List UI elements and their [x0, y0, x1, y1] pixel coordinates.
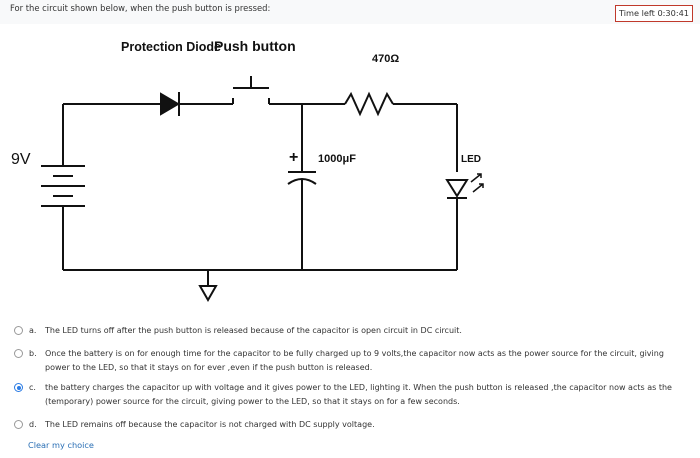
option-text: The LED turns off after the push button is released because of the capacitor is open circuit in DC circuit.	[45, 326, 462, 335]
option-text: the battery charges the capacitor up with voltage and it gives power to the LED, lighting it. When the push button is released ,the capacitor now acts as the (temporary) power source for the circuit, giving power to the LED, so that it stays on for a few seconds.	[45, 383, 672, 406]
option-text: Once the battery is on for enough time for the capacitor to be fully charged up to 9 volts,the capacitor now acts as the power source for the circuit, giving power to the LED, so that it stays on for ever ,even if the push button is released.	[45, 349, 664, 372]
circuit-figure	[11, 24, 488, 309]
push-button-label: Push button	[214, 38, 296, 54]
option-letter: b.	[29, 349, 37, 358]
resistor-label: 470Ω	[372, 53, 400, 65]
ground-icon	[200, 286, 216, 300]
battery-label: 9V	[11, 151, 31, 168]
option-text: The LED remains off because the capacitor is not charged with DC supply voltage.	[45, 420, 375, 429]
option-c-radio[interactable]	[14, 383, 23, 392]
clear-choice-link[interactable]: Clear my choice	[28, 440, 94, 450]
option-letter: c.	[29, 383, 36, 392]
protection-diode-label: Protection Diode	[121, 40, 222, 54]
capacitor-label: 1000μF	[318, 153, 356, 165]
question-header	[0, 0, 700, 24]
option-letter: a.	[29, 326, 37, 335]
option-d-radio[interactable]	[14, 420, 23, 429]
option-letter: d.	[29, 420, 37, 429]
diode-icon	[161, 94, 178, 114]
time-left-badge: Time left 0:30:41	[615, 5, 693, 22]
led-label: LED	[461, 154, 481, 165]
circuit-diagram	[11, 24, 488, 309]
option-b-radio[interactable]	[14, 349, 23, 358]
question-text: For the circuit shown below, when the push button is pressed:	[10, 3, 271, 13]
led-icon	[447, 180, 467, 196]
resistor-icon	[345, 94, 393, 114]
option-a-radio[interactable]	[14, 326, 23, 335]
capacitor-plus-label: +	[289, 149, 299, 166]
